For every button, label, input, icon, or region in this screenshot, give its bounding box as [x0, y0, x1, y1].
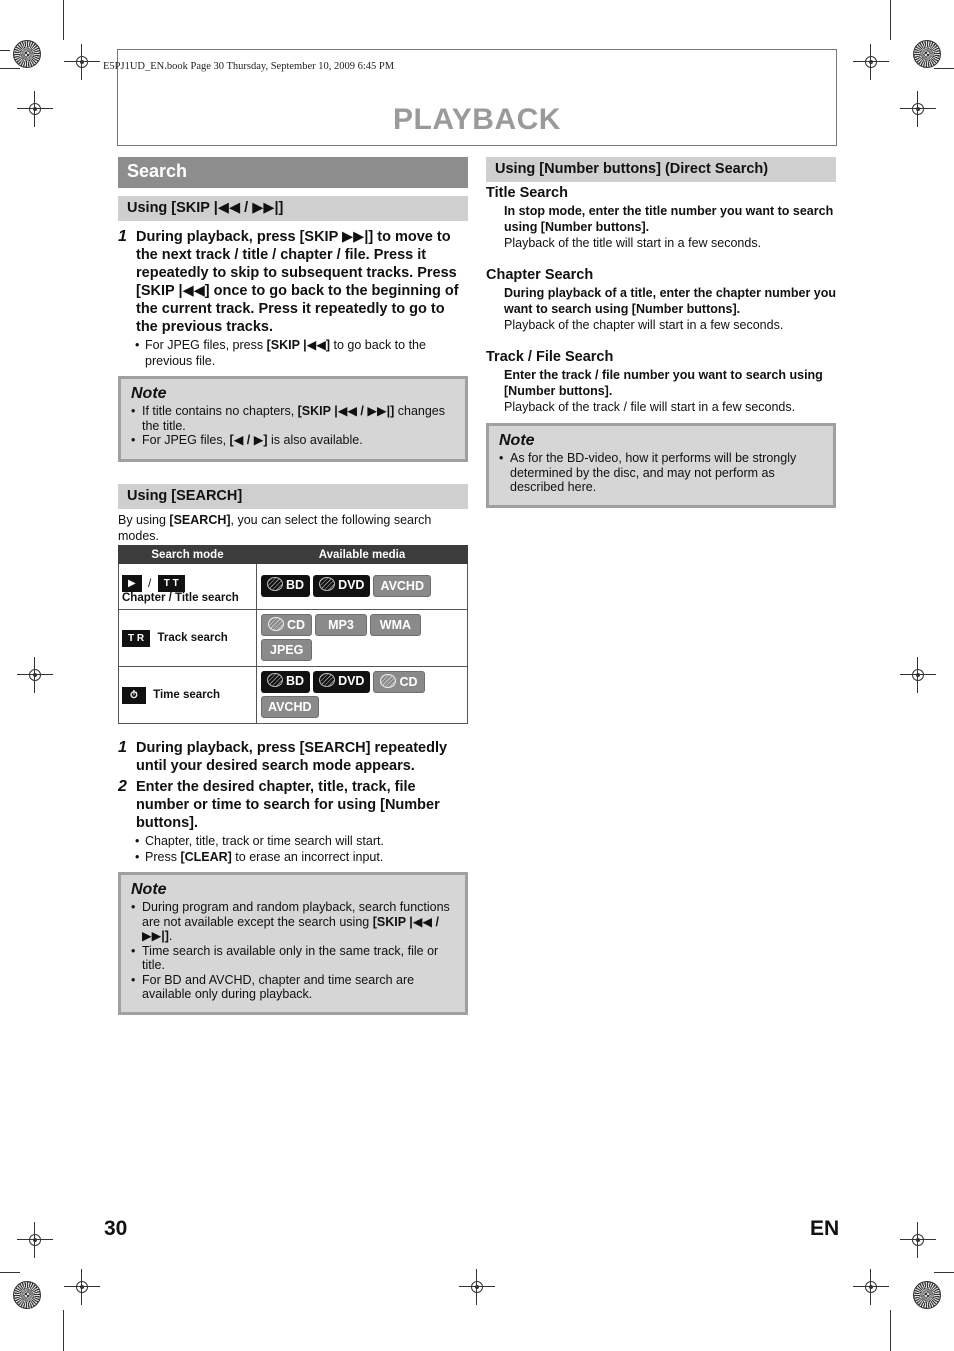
- skip-step-1: [118, 228, 468, 336]
- mode-cell: [119, 610, 257, 667]
- crop-line: [890, 1310, 891, 1351]
- note-bullet: [121, 433, 457, 448]
- intro-bold: [SEARCH]: [169, 513, 231, 527]
- note-bullet: • Time search is available only in the same track, file or title.: [121, 944, 457, 973]
- crosshair-icon: [853, 1269, 889, 1305]
- dvd-video-logo: DVD: [313, 671, 370, 693]
- bullet-text: is also available.: [267, 433, 363, 447]
- bullet-text: .: [168, 929, 173, 943]
- disc-icon: [319, 577, 335, 591]
- crosshair-icon: [853, 44, 889, 80]
- note-box-skip: [118, 376, 468, 462]
- track-mode-icon: T R: [122, 630, 150, 647]
- bullet-bold: [◀ / ▶]: [229, 433, 268, 447]
- skip-bullet-jpeg: [118, 337, 468, 369]
- language-code: EN: [810, 1217, 840, 1240]
- step-text: Enter the desired chapter, title, track, file number or time to search for using [Number buttons].: [136, 779, 440, 831]
- bd-video-logo: BD: [261, 575, 310, 597]
- avchd-logo: AVCHD: [373, 575, 431, 597]
- chapter-search-instruction: During playback of a title, enter the chapter number you want to search using [Number buttons].: [504, 286, 837, 316]
- col-header: Search mode: [119, 546, 257, 564]
- table-header-row: [119, 546, 468, 564]
- cd-logo: CD: [261, 614, 312, 636]
- crosshair-icon: [900, 657, 936, 693]
- disc-icon: [380, 674, 396, 688]
- track-search-result: Playback of the track / file will start in a few seconds.: [504, 400, 796, 414]
- search-step-1: [118, 739, 468, 775]
- note-bullet: • As for the BD-video, how it performs will be strongly determined by the disc, and may not perform as described here.: [489, 451, 825, 495]
- search-intro: [118, 512, 468, 544]
- track-search-heading: Track / File Search: [486, 349, 614, 365]
- book-file-info: E5PJ1UD_EN.book Page 30 Thursday, September 10, 2009 6:45 PM: [103, 61, 395, 72]
- track-search-instruction: Enter the track / file number you want to search using [Number buttons].: [504, 368, 823, 398]
- time-mode-icon: ⏱: [122, 687, 146, 704]
- step-text: During playback, press [SEARCH] repeatedly until your desired search mode appears.: [136, 740, 448, 774]
- mp3-logo: MP3: [315, 614, 367, 636]
- wma-logo: WMA: [370, 614, 421, 636]
- section-title: Search: [118, 157, 468, 188]
- bullet-text: to erase an incorrect input.: [231, 850, 384, 864]
- disc-icon: [268, 617, 284, 631]
- page-number: 30: [104, 1217, 128, 1240]
- note-bullet: • For BD and AVCHD, chapter and time search are available only during playback.: [121, 973, 457, 1002]
- bullet-text: For JPEG files,: [142, 433, 230, 447]
- page-title: PLAYBACK: [393, 103, 561, 136]
- disc-icon: [319, 673, 335, 687]
- crosshair-icon: [900, 1222, 936, 1258]
- note-label: Note: [499, 432, 535, 449]
- avchd-logo: AVCHD: [261, 696, 319, 718]
- disc-icon: [267, 673, 283, 687]
- registration-disc-icon: [13, 1281, 41, 1309]
- title-search-result: Playback of the title will start in a few seconds.: [504, 236, 762, 250]
- note-box-bd: [486, 423, 836, 508]
- note-bullet: [121, 404, 457, 433]
- table-row: [119, 667, 468, 724]
- registration-disc-icon: [913, 40, 941, 68]
- step-text: During playback, press [SKIP ▶▶|] to move to the next track / title / chapter / file. Press it repeatedly to skip to subsequent tracks. Press [SKIP |◀◀] once to go back to the beginning of the current track. Press it repeatedly to go to the previous tracks.: [136, 229, 459, 335]
- bullet-text: If title contains no chapters,: [142, 404, 298, 418]
- search-mode-table: [118, 545, 468, 724]
- crosshair-icon: [64, 1269, 100, 1305]
- crop-line: [0, 50, 10, 51]
- bullet-text: During program and random playback, search functions are not available except the search using: [142, 900, 450, 929]
- mode-label: Track search: [157, 632, 228, 645]
- step-number: 2: [118, 778, 127, 795]
- title-search-heading: Title Search: [486, 185, 568, 201]
- registration-disc-icon: [13, 40, 41, 68]
- bullet-bold: [SKIP |◀◀]: [266, 338, 331, 352]
- crosshair-icon: [17, 657, 53, 693]
- table-row: [119, 610, 468, 667]
- mode-cell: [119, 564, 257, 610]
- media-cell: [257, 610, 468, 667]
- crop-line: [63, 0, 64, 40]
- intro-text: By using: [118, 513, 170, 527]
- bullet-bold: [SKIP |◀◀ / ▶▶|]: [297, 404, 395, 418]
- dvd-video-logo: DVD: [313, 575, 370, 597]
- title-mode-icon: T T: [158, 575, 185, 592]
- slash: /: [148, 575, 152, 590]
- bullet-bold: [CLEAR]: [180, 850, 232, 864]
- bullet-text: changes the title.: [142, 404, 445, 433]
- direct-search-heading: Using [Number buttons] (Direct Search): [486, 157, 836, 182]
- chapter-search-heading: Chapter Search: [486, 267, 594, 283]
- media-cell: [257, 564, 468, 610]
- crop-line: [63, 1310, 64, 1351]
- note-label: Note: [131, 881, 167, 898]
- crosshair-icon: [64, 44, 100, 80]
- mode-label: Chapter / Title search: [122, 592, 239, 604]
- chapter-search-result: Playback of the chapter will start in a few seconds.: [504, 318, 784, 332]
- crop-line: [0, 1272, 20, 1273]
- col-header: Available media: [257, 546, 468, 564]
- crop-line: [934, 1272, 954, 1273]
- left-column: [118, 157, 468, 1015]
- search-bullet: [118, 849, 468, 865]
- crosshair-icon: [17, 1222, 53, 1258]
- note-bullet: [121, 900, 457, 944]
- bd-video-logo: BD: [261, 671, 310, 693]
- table-row: [119, 564, 468, 610]
- disc-icon: [267, 577, 283, 591]
- step-number: 1: [118, 739, 127, 756]
- cd-logo: CD: [373, 671, 424, 693]
- bullet-text: For JPEG files, press: [145, 338, 267, 352]
- mode-cell: [119, 667, 257, 724]
- registration-disc-icon: [913, 1281, 941, 1309]
- search-heading: Using [SEARCH]: [118, 484, 468, 509]
- search-step-2: [118, 778, 468, 832]
- chapter-mode-icon: ▶: [122, 575, 142, 592]
- title-search-instruction: In stop mode, enter the title number you want to search using [Number buttons].: [504, 204, 834, 234]
- skip-heading: Using [SKIP |◀◀ / ▶▶|]: [118, 196, 468, 221]
- bullet-text: to go back to the previous file.: [145, 338, 426, 368]
- note-label: Note: [131, 385, 167, 402]
- step-number: 1: [118, 228, 127, 245]
- crop-line: [890, 0, 891, 40]
- search-bullet: • Chapter, title, track or time search will start.: [118, 833, 468, 849]
- note-box-search: [118, 872, 468, 1015]
- crop-line: [934, 68, 954, 69]
- mode-label: Time search: [153, 689, 221, 702]
- right-column: [486, 157, 836, 508]
- bullet-bold: [SKIP |◀◀ / ▶▶|]: [142, 914, 439, 943]
- jpeg-logo: JPEG: [261, 639, 312, 661]
- crop-line: [0, 68, 20, 69]
- media-cell: [257, 667, 468, 724]
- bullet-text: Press: [145, 850, 181, 864]
- crosshair-icon: [459, 1269, 495, 1305]
- intro-text: , you can select the following search modes.: [118, 513, 432, 543]
